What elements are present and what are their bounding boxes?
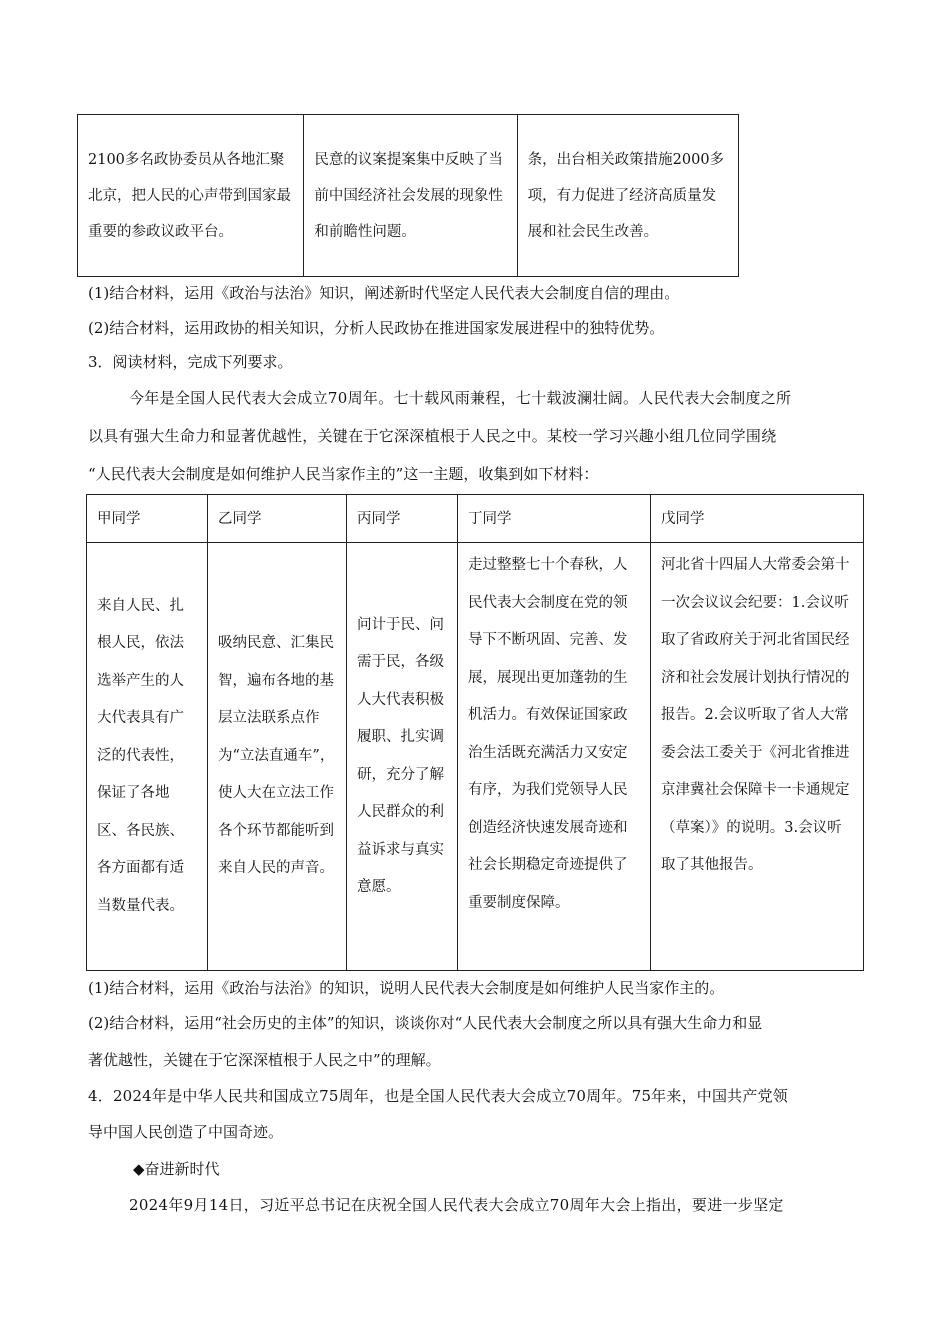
cell-jia: 来自人民、扎根人民，依法选举产生的人大代表具有广泛的代表性，保证了各地区、各民族、各方面都有适当数量代表。 xyxy=(87,543,208,971)
q3-sub2-line1: (2)结合材料，运用“社会历史的主体”的知识，谈谈你对“人民代表大会制度之所以具有强大生命力和显 xyxy=(88,1014,763,1032)
q3-intro-line1: 今年是全国人民代表大会成立70周年。七十载风雨兼程，七十载波澜壮阔。人民代表大会制度之所 xyxy=(129,389,792,407)
header-ding: 丁同学 xyxy=(458,495,651,543)
header-yi: 乙同学 xyxy=(208,495,347,543)
material-table-2 xyxy=(86,494,864,971)
header-jia: 甲同学 xyxy=(87,495,208,543)
q4-paragraph: 2024年9月14日，习近平总书记在庆祝全国人民代表大会成立70周年大会上指出，要进一步坚定 xyxy=(129,1196,784,1214)
table1-col3: 条，出台相关政策措施2000多项，有力促进了经济高质量发展和社会民生改善。 xyxy=(517,115,738,277)
q3-intro-line3: “人民代表大会制度是如何维护人民当家作主的”这一主题，收集到如下材料： xyxy=(88,465,599,483)
cell-bing: 问计于民、问需于民，各级人大代表积极履职、扎实调研，充分了解人民群众的利益诉求与真实意愿。 xyxy=(347,543,458,971)
q4-bullet-heading: ◆奋进新时代 xyxy=(133,1160,220,1178)
table1-col2: 民意的议案提案集中反映了当前中国经济社会发展的现象性和前瞻性问题。 xyxy=(304,115,517,277)
cell-wu: 河北省十四届人大常委会第十一次会议议会纪要：1.会议听取了省政府关于河北省国民经济和社会发展计划执行情况的报告。2.会议听取了省人大常委会法工委关于《河北省推进京津冀社会保障卡一卡通规定（草案）》的说明。3.会议听取了其他报告。 xyxy=(651,543,864,971)
q3-sub2-line2: 著优越性，关键在于它深深植根于人民之中”的理解。 xyxy=(88,1051,441,1069)
q4-line1: 4．2024年是中华人民共和国成立75周年，也是全国人民代表大会成立70周年。75年来，中国共产党领 xyxy=(88,1087,788,1105)
material-table-1 xyxy=(77,114,739,277)
q2-sub2: (2)结合材料，运用政协的相关知识，分析人民政协在推进国家发展进程中的独特优势。 xyxy=(88,319,665,337)
q3-title: 3．阅读材料，完成下列要求。 xyxy=(88,353,293,371)
cell-ding: 走过整整七十个春秋，人民代表大会制度在党的领导下不断巩固、完善、发展，展现出更加蓬勃的生机活力。有效保证国家政治生活既充满活力又安定有序，为我们党领导人民创造经济快速发展奇迹和社会长期稳定奇迹提供了重要制度保障。 xyxy=(458,543,651,971)
header-wu: 戊同学 xyxy=(651,495,864,543)
q3-sub1: (1)结合材料，运用《政治与法治》的知识，说明人民代表大会制度是如何维护人民当家作主的。 xyxy=(88,979,725,997)
q3-intro-line2: 以具有强大生命力和显著优越性，关键在于它深深植根于人民之中。某校一学习兴趣小组几位同学围绕 xyxy=(88,427,777,445)
header-bing: 丙同学 xyxy=(347,495,458,543)
table1-col1: 2100多名政协委员从各地汇聚北京，把人民的心声带到国家最重要的参政议政平台。 xyxy=(78,115,304,277)
q2-sub1: (1)结合材料，运用《政治与法治》知识，阐述新时代坚定人民代表大会制度自信的理由。 xyxy=(88,284,680,302)
q4-line2: 导中国人民创造了中国奇迹。 xyxy=(88,1123,284,1141)
cell-yi: 吸纳民意、汇集民智，遍布各地的基层立法联系点作为“立法直通车”，使人大在立法工作各个环节都能听到来自人民的声音。 xyxy=(208,543,347,971)
